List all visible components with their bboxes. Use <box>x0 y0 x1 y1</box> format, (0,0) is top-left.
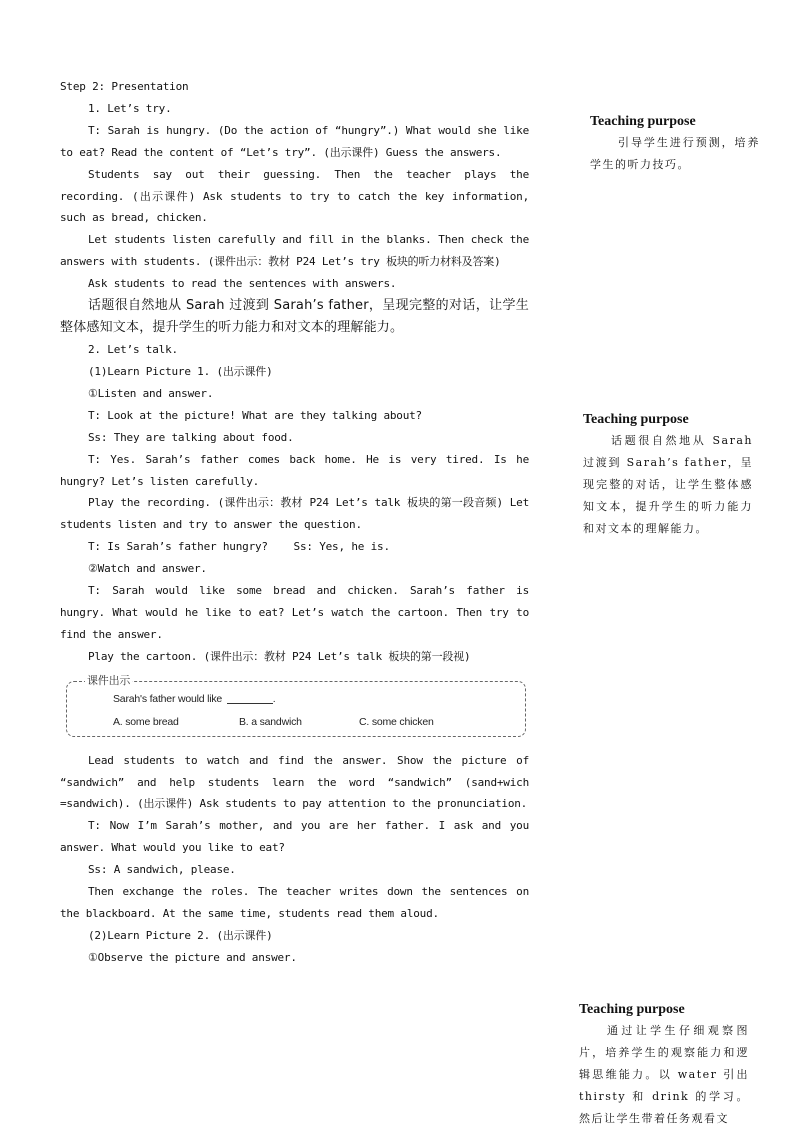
dialogue-line: T: Yes. Sarah’s father comes back home. He is very tired. Is he hungry? Let’s listen carefully. <box>60 452 529 488</box>
step-heading: Step 2: Presentation <box>60 80 189 93</box>
sub-heading: ①Observe the picture and answer. <box>88 950 297 964</box>
paragraph-chinese: 话题很自然地从 Sarah 过渡到 Sarah’s father，呈现完整的对话，让学生整体感知文本，提升学生的听力能力和对文本的理解能力。 <box>60 298 529 336</box>
dialogue-line: Ss: A sandwich, please. <box>88 863 236 877</box>
note-title: Teaching purpose <box>579 1002 685 1017</box>
paragraph: Lead students to watch and find the answer. Show the picture of “sandwich” and help students learn the word “sandwich” (sand+wich =sandwich). (出示课件) Ask students to pay attention to the pronunciation. <box>60 753 529 811</box>
teaching-purpose-note <box>590 112 760 176</box>
paragraph: Let students listen carefully and fill in the blanks. Then check the answers with students. (课件出示：教材 P24 Let’s try 板块的听力材料及答案) <box>60 233 529 269</box>
lesson-body <box>60 76 529 969</box>
teaching-purpose-note <box>579 1000 749 1130</box>
section-heading: 2. Let’s talk. <box>88 343 178 357</box>
dialogue-line: T: Sarah would like some bread and chicken. Sarah’s father is hungry. What would he like to eat? Let’s watch the cartoon. Then try to find the answer. <box>60 584 529 641</box>
option-c: C. some chicken <box>359 715 434 728</box>
courseware-question <box>113 692 276 706</box>
courseware-label: 课件出示 <box>87 673 131 687</box>
section-heading: 1. Let’s try. <box>88 101 172 115</box>
note-title: Teaching purpose <box>583 412 689 427</box>
paragraph: Then exchange the roles. The teacher writes down the sentences on the blackboard. At the same time, students read them aloud. <box>60 885 529 920</box>
sub-heading: ①Listen and answer. <box>88 386 214 400</box>
dialogue-line: T: Look at the picture! What are they talking about? <box>88 408 422 422</box>
dialogue-line: Ss: They are talking about food. <box>88 430 294 444</box>
dialogue-line: T: Now I’m Sarah’s mother, and you are her father. I ask and you answer. What would you like to eat? <box>60 819 529 855</box>
question-end: . <box>272 692 276 705</box>
sub-heading: ②Watch and answer. <box>88 562 207 576</box>
paragraph: Play the recording. (课件出示：教材 P24 Let’s talk 板块的第一段音频) Let students listen and try to answer the question. <box>60 496 529 532</box>
question-text: Sarah's father would like <box>113 692 223 705</box>
paragraph: Play the cartoon. (课件出示：教材 P24 Let’s talk 板块的第一段视) <box>88 649 471 663</box>
note-title: Teaching purpose <box>590 114 696 129</box>
paragraph: Students say out their guessing. Then the teacher plays the recording. (出示课件) Ask students to try to catch the key information, such as bread, chicken. <box>60 167 529 225</box>
note-body: 引导学生进行预测，培养学生的听力技巧。 <box>590 136 760 171</box>
option-a: A. some bread <box>113 715 179 728</box>
paragraph: T: Sarah is hungry. (Do the action of “hungry”.) What would she like to eat? Read the content of “Let’s try”. (出示课件) Guess the answers. <box>60 123 529 159</box>
note-body: 通过让学生仔细观察图片，培养学生的观察能力和逻辑思维能力。以 water 引出 thirsty 和 drink 的学习。然后让学生带着任务观看文 <box>579 1024 749 1125</box>
sub-heading: (1)Learn Picture 1. (出示课件) <box>88 364 273 378</box>
answer-blank <box>227 703 273 704</box>
dialogue-line: T: Is Sarah’s father hungry? Ss: Yes, he is. <box>88 540 390 554</box>
sub-heading: (2)Learn Picture 2. (出示课件) <box>88 928 273 942</box>
option-b: B. a sandwich <box>239 715 302 728</box>
teaching-purpose-note <box>583 410 753 540</box>
paragraph: Ask students to read the sentences with answers. <box>88 277 397 291</box>
note-body: 话题很自然地从 Sarah 过渡到 Sarah’s father，呈现完整的对话，让学生整体感知文本，提升学生的听力能力和对文本的理解能力。 <box>583 434 753 535</box>
courseware-box <box>66 673 526 737</box>
